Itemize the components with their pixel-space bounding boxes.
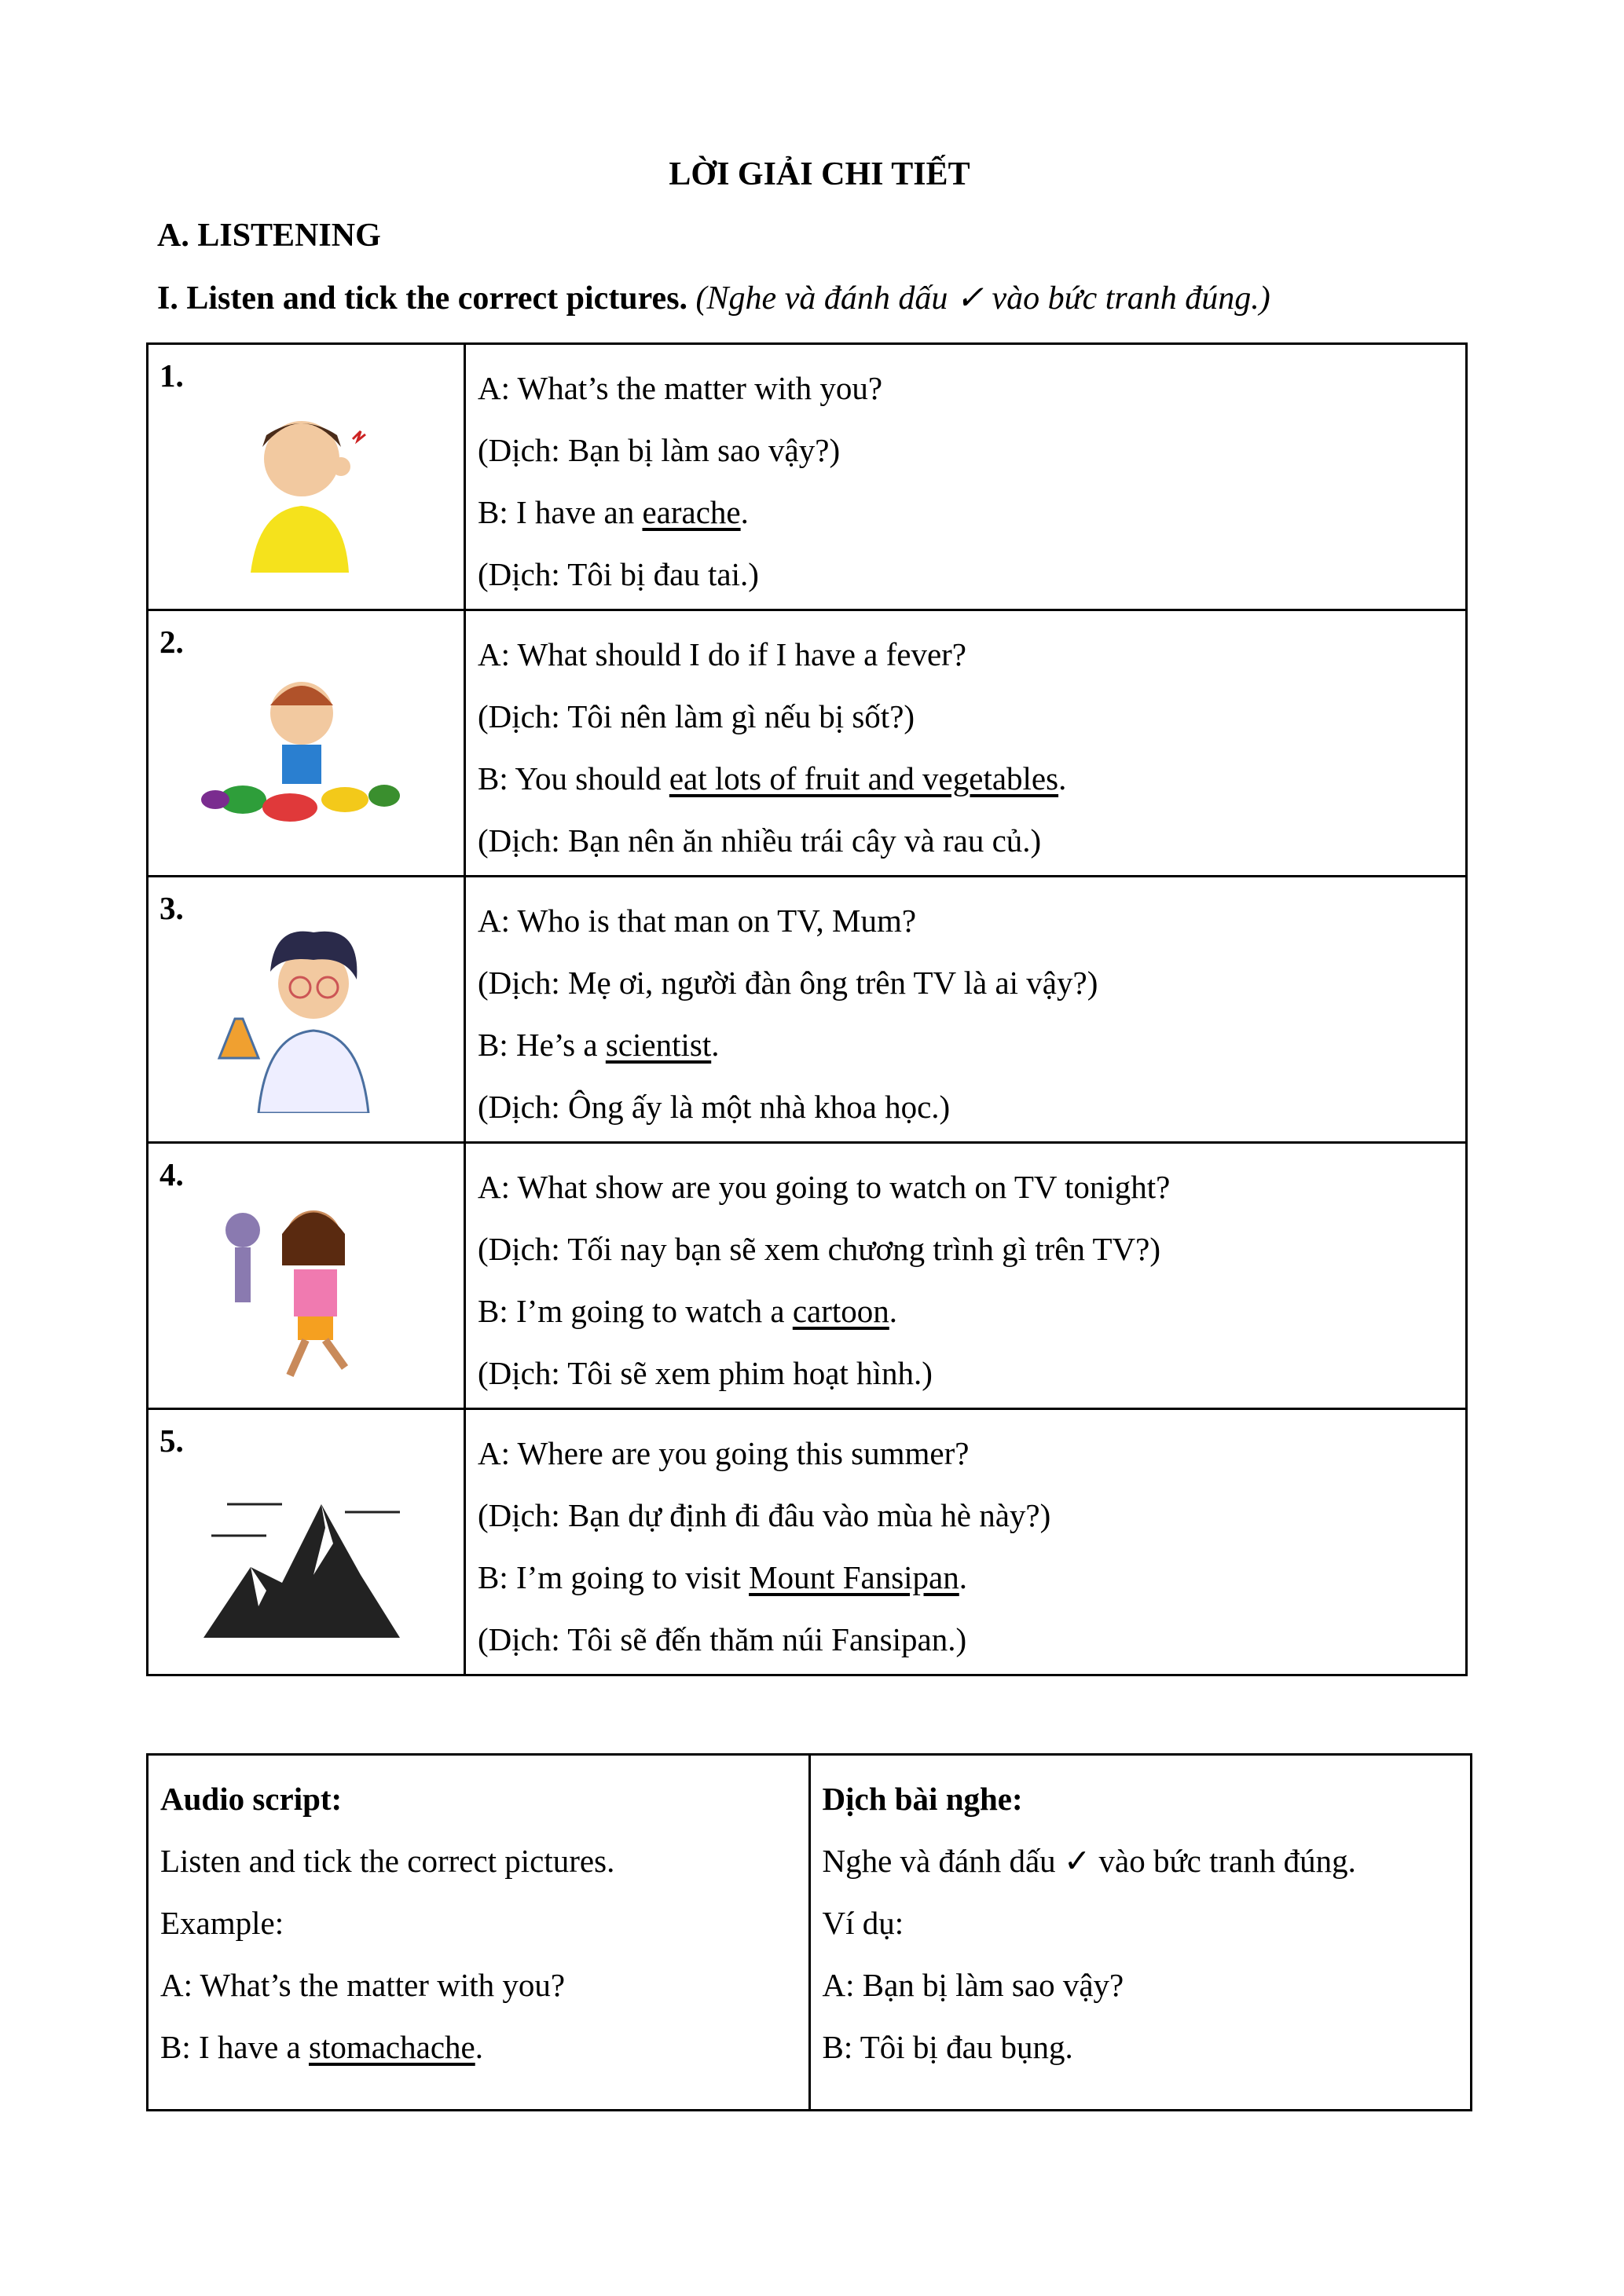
table-row	[148, 1409, 1467, 1675]
answer-word: earache	[642, 494, 741, 530]
item-number: 2.	[159, 624, 184, 660]
picture-cell	[148, 1143, 465, 1409]
instruction	[157, 278, 1270, 317]
question-translation: (Dịch: Tôi nên làm gì nếu bị sốt?)	[478, 698, 915, 734]
translation-line: Nghe và đánh dấu ✓ vào bức tranh đúng.	[822, 1843, 1356, 1879]
text: B: I’m going to watch a	[478, 1293, 793, 1329]
text: B: He’s a	[478, 1027, 606, 1063]
answer-translation: (Dịch: Tôi sẽ đến thăm núi Fansipan.)	[478, 1621, 967, 1657]
question-translation: (Dịch: Tối nay bạn sẽ xem chương trình gì trên TV?)	[478, 1231, 1161, 1267]
table-row	[148, 610, 1467, 877]
dialogue-cell	[465, 1143, 1467, 1409]
question-translation: (Dịch: Bạn bị làm sao vậy?)	[478, 432, 841, 468]
answer-table	[146, 342, 1468, 1676]
answer-translation: (Dịch: Tôi bị đau tai.)	[478, 556, 759, 592]
question-line: A: What’s the matter with you?	[478, 370, 883, 406]
script-line	[160, 2016, 808, 2078]
text: .	[711, 1027, 720, 1063]
answer-word: cartoon	[792, 1293, 889, 1329]
answer-line	[478, 748, 1465, 810]
item-number: 5.	[159, 1423, 184, 1459]
scientist-picture	[196, 925, 408, 1113]
script-line: Listen and tick the correct pictures.	[160, 1843, 615, 1879]
mountain-picture	[196, 1457, 408, 1646]
script-line: Example:	[160, 1905, 284, 1941]
answer-word: stomachache	[308, 2029, 475, 2065]
page-title: LỜI GIẢI CHI TIẾT	[669, 156, 970, 192]
dialogue-cell	[465, 610, 1467, 877]
boy-with-earache-picture	[196, 392, 408, 580]
text: B: I have a	[160, 2029, 309, 2065]
text: .	[475, 2029, 483, 2065]
table-row	[148, 877, 1467, 1143]
answer-word: eat lots of fruit and vegetables	[669, 760, 1059, 796]
question-translation: (Dịch: Mẹ ơi, người đàn ông trên TV là ai vậy?)	[478, 965, 1098, 1001]
text: B: I have an	[478, 494, 643, 530]
picture-cell	[148, 344, 465, 610]
audio-script-table	[146, 1753, 1472, 2111]
translation-line: B: Tôi bị đau bụng.	[822, 2029, 1073, 2065]
instruction-vi: (Nghe và đánh dấu ✓ vào bức tranh đúng.)	[695, 280, 1270, 317]
translation-line: A: Bạn bị làm sao vậy?	[822, 1967, 1124, 2003]
answer-word: scientist	[605, 1027, 712, 1063]
answer-translation: (Dịch: Bạn nên ăn nhiều trái cây và rau củ.)	[478, 822, 1042, 859]
answer-word: Mount Fansipan	[749, 1559, 959, 1595]
boy-with-fruit-and-vegetables-picture	[196, 658, 408, 847]
item-number: 1.	[159, 357, 184, 394]
item-number: 4.	[159, 1156, 184, 1192]
question-translation: (Dịch: Bạn dự định đi đâu vào mùa hè này?)	[478, 1497, 1051, 1533]
answer-translation: (Dịch: Ông ấy là một nhà khoa học.)	[478, 1089, 951, 1125]
text: .	[889, 1293, 898, 1329]
item-number: 3.	[159, 890, 184, 926]
script-line: A: What’s the matter with you?	[160, 1967, 566, 2003]
translation-line: Ví dụ:	[822, 1905, 904, 1941]
answer-translation: (Dịch: Tôi sẽ xem phim hoạt hình.)	[478, 1355, 933, 1391]
table-row	[148, 1143, 1467, 1409]
translation-heading: Dịch bài nghe:	[822, 1781, 1023, 1817]
instruction-en: I. Listen and tick the correct pictures.	[157, 280, 688, 317]
text: .	[1058, 760, 1067, 796]
answer-line	[478, 1280, 1465, 1342]
answer-line	[478, 1014, 1465, 1076]
dialogue-cell	[465, 344, 1467, 610]
question-line: A: Where are you going this summer?	[478, 1435, 970, 1471]
translation-cell	[809, 1755, 1472, 2111]
dialogue-cell	[465, 1409, 1467, 1675]
text: .	[959, 1559, 968, 1595]
text: B: You should	[478, 760, 669, 796]
answer-line	[478, 1547, 1465, 1609]
question-line: A: Who is that man on TV, Mum?	[478, 903, 917, 939]
picture-cell	[148, 877, 465, 1143]
cartoon-characters-picture	[196, 1191, 408, 1379]
section-heading: A. LISTENING	[157, 218, 381, 254]
question-line: A: What show are you going to watch on TV tonight?	[478, 1169, 1171, 1205]
dialogue-cell	[465, 877, 1467, 1143]
question-line: A: What should I do if I have a fever?	[478, 636, 966, 672]
table-row	[148, 344, 1467, 610]
picture-cell	[148, 1409, 465, 1675]
picture-cell	[148, 610, 465, 877]
text: .	[740, 494, 749, 530]
audio-script-cell	[148, 1755, 810, 2111]
audio-script-heading: Audio script:	[160, 1781, 343, 1817]
answer-line	[478, 482, 1465, 544]
text: B: I’m going to visit	[478, 1559, 750, 1595]
